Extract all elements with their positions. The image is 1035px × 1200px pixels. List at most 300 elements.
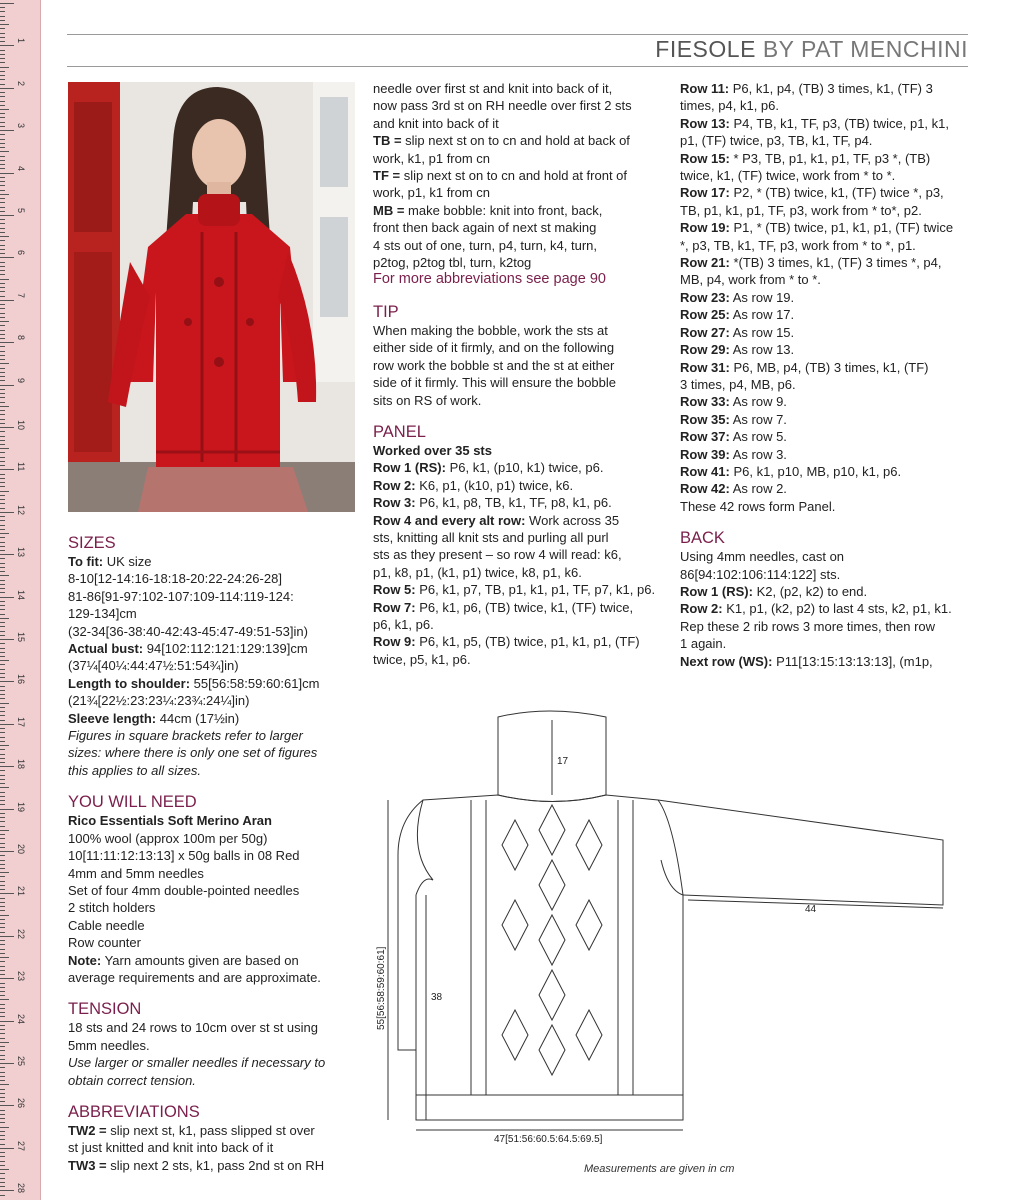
ruler-tick	[0, 605, 5, 606]
left-sleeve-edge	[398, 800, 423, 1050]
ruler-tick	[0, 584, 5, 585]
ruler-tick	[0, 588, 5, 589]
ruler-tick	[0, 397, 5, 398]
row-text: P11[13:15:13:13:13], (m1p,	[772, 653, 933, 669]
ruler-number: 5	[16, 208, 26, 214]
ruler-number: 15	[16, 632, 26, 643]
row-text: P6, k1, p4, (TB) 3 times, k1, (TF) 3	[729, 81, 933, 96]
diamond	[539, 860, 565, 910]
ruler-tick	[0, 304, 5, 305]
ruler-tick	[0, 686, 5, 687]
ruler-tick	[0, 893, 14, 894]
ruler-tick	[0, 101, 5, 102]
next-row	[680, 653, 975, 670]
row-11-cont: times, p4, k1, p6.	[680, 98, 779, 114]
ruler-number: 10	[16, 420, 26, 431]
row-label: Row 31:	[680, 359, 730, 375]
ruler-tick	[0, 1173, 5, 1174]
ruler-tick	[0, 143, 5, 144]
ruler-tick	[0, 427, 14, 428]
ruler-tick	[0, 376, 5, 377]
ruler-tick	[0, 826, 5, 827]
ruler-tick	[0, 11, 5, 12]
sleeve-outline	[658, 800, 943, 905]
ruler-tick	[0, 283, 5, 284]
ruler-tick	[0, 41, 5, 42]
row-label: Row 4 and every alt row:	[373, 512, 526, 528]
ruler-tick	[0, 402, 5, 403]
ruler-tick	[0, 228, 5, 229]
row-label: Row 42:	[680, 481, 730, 497]
length-in: (21¾[22½:23:23¼:23¾:24¼]in)	[68, 693, 250, 709]
ruler-tick	[0, 855, 5, 856]
panel-row-2	[373, 477, 669, 494]
ruler-tick	[0, 830, 9, 831]
tip-line-3: row work the bobble st and the st at either	[373, 357, 615, 373]
row-15-cont: twice, k1, (TF) twice, work from * to *.	[680, 168, 896, 184]
ruler-tick	[0, 215, 14, 216]
tip-line-5: sits on RS of work.	[373, 392, 482, 408]
tb-text-1: slip next st on to cn and hold at back of	[401, 133, 630, 149]
ruler-tick	[0, 24, 9, 25]
ruler-tick	[0, 881, 5, 882]
ruler-tick	[0, 1029, 5, 1030]
row-label: Row 39:	[680, 446, 730, 462]
need-note-2: average requirements and are approximate.	[68, 969, 321, 985]
ruler-tick	[0, 67, 9, 68]
ruler-tick	[0, 168, 5, 169]
diamond	[576, 1010, 602, 1060]
ruler-tick	[0, 804, 5, 805]
ruler-tick	[0, 240, 5, 241]
ruler-tick	[0, 792, 5, 793]
ruler-tick	[0, 1105, 14, 1106]
ruler-number: 2	[16, 80, 26, 86]
ruler-tick	[0, 296, 5, 297]
row-text: *(TB) 3 times, k1, (TF) 3 times *, p4,	[729, 255, 942, 271]
ruler-tick	[0, 796, 5, 797]
row-text: P6, MB, p4, (TB) 3 times, k1, (TF)	[729, 359, 929, 375]
length-measure: 55[56:58:59:60:61]	[376, 946, 387, 1030]
ruler-tick	[0, 983, 5, 984]
tw2-text-1: slip next st, k1, pass slipped st over	[106, 1122, 315, 1138]
ruler-number: 23	[16, 971, 26, 982]
ruler-number: 21	[16, 886, 26, 897]
ruler-tick	[0, 779, 5, 780]
ruler-tick	[0, 694, 5, 695]
left-column	[68, 533, 358, 1174]
ruler-tick	[0, 385, 14, 386]
ruler-tick	[0, 156, 5, 157]
ruler-tick	[0, 978, 14, 979]
diamond	[576, 820, 602, 870]
tw3-label: TW3 =	[68, 1157, 107, 1173]
measurements-caption: Measurements are given in cm	[584, 1163, 735, 1175]
back-row-1	[680, 583, 975, 600]
ruler-tick	[0, 601, 5, 602]
ruler-tick	[0, 563, 5, 564]
ruler-tick	[0, 635, 5, 636]
ruler-tick	[0, 368, 5, 369]
ruler-tick	[0, 346, 5, 347]
ruler-number: 27	[16, 1140, 26, 1151]
ruler-number: 11	[16, 462, 26, 472]
ruler-tick	[0, 202, 5, 203]
to-fit-line	[68, 553, 358, 570]
row-21-cont: MB, p4, work from * to *.	[680, 272, 821, 288]
ruler-tick	[0, 995, 5, 996]
bust-line	[68, 640, 358, 657]
ruler-tick	[0, 906, 5, 907]
ruler-tick	[0, 614, 5, 615]
ruler-tick	[0, 313, 5, 314]
ruler-tick	[0, 75, 5, 76]
ruler-tick	[0, 126, 5, 127]
ruler-tick	[0, 122, 5, 123]
ruler-tick	[0, 961, 5, 962]
row-text: As row 3.	[729, 446, 787, 462]
ruler-tick	[0, 372, 5, 373]
row-21	[680, 254, 975, 271]
spacer	[68, 986, 358, 999]
ruler-tick	[0, 1118, 5, 1119]
panel-row-3	[373, 494, 669, 511]
ruler-tick	[0, 380, 5, 381]
ruler-tick	[0, 486, 5, 487]
ruler-tick	[0, 1097, 5, 1098]
ruler-tick	[0, 664, 5, 665]
ruler-tick	[0, 452, 5, 453]
diamond	[539, 970, 565, 1020]
ruler-tick	[0, 1169, 9, 1170]
tension-line-1: 18 sts and 24 rows to 10cm over st st using	[68, 1020, 319, 1036]
ruler-tick	[0, 966, 5, 967]
page-title	[655, 36, 968, 63]
length-line	[68, 675, 358, 692]
diamond	[502, 900, 528, 950]
ruler-tick	[0, 431, 5, 432]
panel-row-1	[373, 459, 669, 476]
back-heading: BACK	[680, 529, 725, 548]
ruler-tick	[0, 592, 5, 593]
title-rule-top	[67, 34, 968, 35]
panel-row-4-cont-2: sts as they present – so row 4 will read: k6,	[373, 547, 622, 563]
back-row-2	[680, 600, 975, 617]
ruler-tick	[0, 253, 5, 254]
ruler-tick	[0, 809, 14, 810]
ruler-tick	[0, 1148, 14, 1149]
ruler-tick	[0, 927, 5, 928]
length-value: 55[56:58:59:60:61]cm	[190, 675, 320, 691]
ruler-tick	[0, 245, 5, 246]
need-line-1: 100% wool (approx 100m per 50g)	[68, 830, 268, 846]
ruler-tick	[0, 800, 5, 801]
ruler-number: 24	[16, 1013, 26, 1024]
ruler-tick	[0, 79, 5, 80]
row-label: Row 33:	[680, 394, 730, 410]
sleeve-value: 44cm (17½in)	[156, 710, 240, 726]
row-text: P6, k1, p5, (TB) twice, p1, k1, p1, (TF)	[415, 634, 640, 650]
bust-value: 94[102:112:121:129:139]cm	[143, 641, 308, 657]
ruler-tick	[0, 88, 14, 89]
ruler-tick	[0, 177, 5, 178]
ruler-tick	[0, 944, 5, 945]
ruler-tick	[0, 575, 9, 576]
ruler-tick	[0, 96, 5, 97]
title-main: FIESOLE	[655, 36, 756, 62]
ruler-tick	[0, 359, 5, 360]
panel-form: These 42 rows form Panel.	[680, 498, 836, 514]
tw2-line	[68, 1122, 358, 1139]
need-line-7: Row counter	[68, 935, 141, 951]
ruler-tick	[0, 821, 5, 822]
more-abbreviations-link[interactable]: For more abbreviations see page 90	[373, 271, 606, 288]
ruler-tick	[0, 787, 9, 788]
mb-label: MB =	[373, 202, 405, 218]
ruler-tick	[0, 1152, 5, 1153]
ruler-tick	[0, 436, 5, 437]
sleeve-label: Sleeve length:	[68, 710, 157, 726]
middle-column	[373, 80, 669, 668]
mb-text-4: p2tog, p2tog tbl, turn, k2tog	[373, 255, 532, 271]
ruler-tick	[0, 1076, 5, 1077]
row-text: P4, TB, k1, TF, p3, (TB) twice, p1, k1,	[729, 115, 949, 131]
ruler-tick	[0, 885, 5, 886]
panel-row-7-cont: p6, k1, p6.	[373, 616, 434, 632]
cm-sizes-1: 81-86[91-97:102-107:109-114:119-124:	[68, 588, 294, 604]
bust-label: Actual bust:	[68, 641, 144, 657]
row-label: Row 1 (RS):	[680, 583, 753, 599]
need-line-2: 10[11:11:12:13:13] x 50g balls in 08 Red	[68, 848, 300, 864]
ruler-tick	[0, 1016, 5, 1017]
ruler-tick	[0, 389, 5, 390]
ruler-tick	[0, 1089, 5, 1090]
ruler-number: 7	[16, 292, 26, 298]
ruler-tick	[0, 1156, 5, 1157]
ruler-tick	[0, 279, 9, 280]
ruler-tick	[0, 482, 5, 483]
ruler-tick	[0, 558, 5, 559]
title-author: BY PAT MENCHINI	[762, 36, 968, 62]
row-17	[680, 184, 975, 201]
row-label: Next row (WS):	[680, 653, 773, 669]
ruler-tick	[0, 363, 9, 364]
ruler-tick	[0, 465, 5, 466]
ruler-tick	[0, 512, 14, 513]
ruler-tick	[0, 643, 5, 644]
ruler-tick	[0, 525, 5, 526]
ruler-tick	[0, 847, 5, 848]
ruler-tick	[0, 105, 5, 106]
ruler-tick	[0, 262, 5, 263]
ruler-tick	[0, 1165, 5, 1166]
ruler-tick	[0, 419, 5, 420]
panel-row-4-cont-3: p1, k8, p1, (k1, p1) twice, k8, p1, k6.	[373, 564, 582, 580]
sleeve-line	[68, 710, 358, 727]
ruler-tick	[0, 728, 5, 729]
ruler-tick	[0, 872, 9, 873]
row-text: P6, k1, p6, (TB) twice, k1, (TF) twice,	[415, 599, 634, 615]
row-label: Row 21:	[680, 255, 730, 271]
ruler-tick	[0, 741, 5, 742]
row-17-cont: TB, p1, k1, p1, TF, p3, work from * to*, p2.	[680, 202, 922, 218]
ruler-tick	[0, 117, 5, 118]
tw2-label: TW2 =	[68, 1122, 107, 1138]
ruler-tick	[0, 910, 5, 911]
ruler-number: 22	[16, 928, 26, 939]
sleeve-measure: 44	[805, 904, 817, 915]
armhole-curve	[661, 860, 683, 895]
row-text: As row 17.	[729, 307, 795, 323]
ruler-tick	[0, 20, 5, 21]
row-31-cont: 3 times, p4, MB, p6.	[680, 376, 796, 392]
ruler-tick	[0, 410, 5, 411]
row-42	[680, 480, 975, 497]
ruler-tick	[0, 33, 5, 34]
ruler-tick	[0, 876, 5, 877]
ruler-tick	[0, 554, 14, 555]
tip-heading: TIP	[373, 302, 399, 321]
ruler-tick	[0, 749, 5, 750]
ruler-tick	[0, 1122, 5, 1123]
ruler-number: 20	[16, 844, 26, 855]
ruler-tick	[0, 520, 5, 521]
ruler-tick	[0, 673, 5, 674]
ruler-tick	[0, 1144, 5, 1145]
ruler-tick	[0, 690, 5, 691]
row-text: P6, k1, (p10, k1) twice, p6.	[445, 460, 604, 476]
ruler-tick	[0, 478, 5, 479]
ruler-tick	[0, 109, 9, 110]
ruler-tick	[0, 1033, 5, 1034]
ruler-tick	[0, 770, 5, 771]
row-27	[680, 324, 975, 341]
ruler-tick	[0, 1038, 5, 1039]
tension-line-2: 5mm needles.	[68, 1037, 150, 1053]
panel-worked: Worked over 35 sts	[373, 442, 492, 458]
ruler-tick	[0, 1046, 5, 1047]
ruler-tick	[0, 648, 5, 649]
ruler-tick	[0, 62, 5, 63]
model-photo	[68, 82, 355, 512]
ruler-tick	[0, 54, 5, 55]
spacer	[373, 409, 669, 422]
ruler-tick	[0, 932, 5, 933]
ruler-tick	[0, 775, 5, 776]
ruler-tick	[0, 181, 5, 182]
ruler-tick	[0, 338, 5, 339]
ruler-tick	[0, 843, 5, 844]
cm-sizes-2: 129-134]cm	[68, 606, 137, 622]
tip-line-4: side of it firmly. This will ensure the bobble	[373, 375, 617, 391]
ruler-tick	[0, 1093, 5, 1094]
tw3-cont-3: and knit into back of it	[373, 115, 499, 131]
tf-label: TF =	[373, 168, 401, 184]
need-line-6: Cable needle	[68, 917, 145, 933]
row-label: Row 5:	[373, 582, 416, 598]
row-label: Row 2:	[373, 477, 416, 493]
length-label: Length to shoulder:	[68, 675, 191, 691]
row-label: Row 35:	[680, 411, 730, 427]
row-29	[680, 341, 975, 358]
ruler-tick	[0, 1055, 5, 1056]
ruler-tick	[0, 317, 5, 318]
ruler-tick	[0, 448, 9, 449]
abbrev-heading: ABBREVIATIONS	[68, 1102, 200, 1121]
row-label: Row 17:	[680, 185, 730, 201]
ruler-tick	[0, 499, 5, 500]
rep-line-1: Rep these 2 rib rows 3 more times, then row	[680, 618, 936, 634]
ruler-number: 6	[16, 250, 26, 256]
ruler-tick	[0, 817, 5, 818]
diamond	[539, 805, 565, 855]
ruler-tick	[0, 28, 5, 29]
ruler-tick	[0, 1101, 5, 1102]
sizes-note-1: Figures in square brackets refer to larger	[68, 728, 303, 744]
row-37	[680, 428, 975, 445]
ruler-tick	[0, 1178, 5, 1179]
ruler-tick	[0, 270, 5, 271]
ruler-number: 25	[16, 1056, 26, 1067]
sizes-heading: SIZES	[68, 534, 116, 552]
row-label: Row 9:	[373, 634, 416, 650]
bust-in: (37¼[40¼:44:47½:51:54¾]in)	[68, 658, 239, 674]
spacer	[373, 289, 669, 302]
row-text: P2, * (TB) twice, k1, (TF) twice *, p3,	[729, 185, 944, 201]
ruler-tick	[0, 1186, 5, 1187]
ruler-tick	[0, 351, 5, 352]
need-line-3: 4mm and 5mm needles	[68, 865, 204, 881]
row-23	[680, 289, 975, 306]
ruler-tick	[0, 291, 5, 292]
ruler-tick	[0, 970, 5, 971]
mb-text-3: 4 sts out of one, turn, p4, turn, k4, turn,	[373, 237, 598, 253]
tf-line	[373, 167, 669, 184]
row-31	[680, 359, 975, 376]
ruler-tick	[0, 715, 5, 716]
tw3-text-1: slip next 2 sts, k1, pass 2nd st on RH	[106, 1157, 325, 1173]
ruler-tick	[0, 860, 5, 861]
ruler-tick	[0, 571, 5, 572]
ruler-tick	[0, 37, 5, 38]
ruler-tick	[0, 915, 9, 916]
need-note-line	[68, 952, 358, 969]
ruler-tick	[0, 249, 5, 250]
ruler-number: 12	[16, 504, 26, 515]
row-label: Row 1 (RS):	[373, 460, 446, 476]
row-text: K6, p1, (k10, p1) twice, k6.	[415, 477, 574, 493]
row-text: As row 5.	[729, 429, 787, 445]
row-text: As row 13.	[729, 342, 795, 358]
row-text: K1, p1, (k2, p2) to last 4 sts, k2, p1, k1.	[722, 601, 952, 617]
ruler-tick	[0, 414, 5, 415]
ruler-tick	[0, 1131, 5, 1132]
mb-text-2: front then back again of next st making	[373, 220, 597, 236]
in-sizes: (32-34[36-38:40-42:43-45:47-49:51-53]in)	[68, 623, 308, 639]
ruler-tick	[0, 758, 5, 759]
row-39	[680, 446, 975, 463]
ruler-tick	[0, 185, 5, 186]
ruler-tick	[0, 113, 5, 114]
ruler-tick	[0, 864, 5, 865]
need-note-1: Yarn amounts given are based on	[101, 952, 299, 968]
ruler-tick	[0, 1025, 5, 1026]
ruler-number: 28	[16, 1183, 26, 1194]
ruler-tick	[0, 745, 9, 746]
panel-row-4-cont-1: sts, knitting all knit sts and purling all purl	[373, 529, 609, 545]
ruler-tick	[0, 45, 14, 46]
ruler-tick	[0, 287, 5, 288]
